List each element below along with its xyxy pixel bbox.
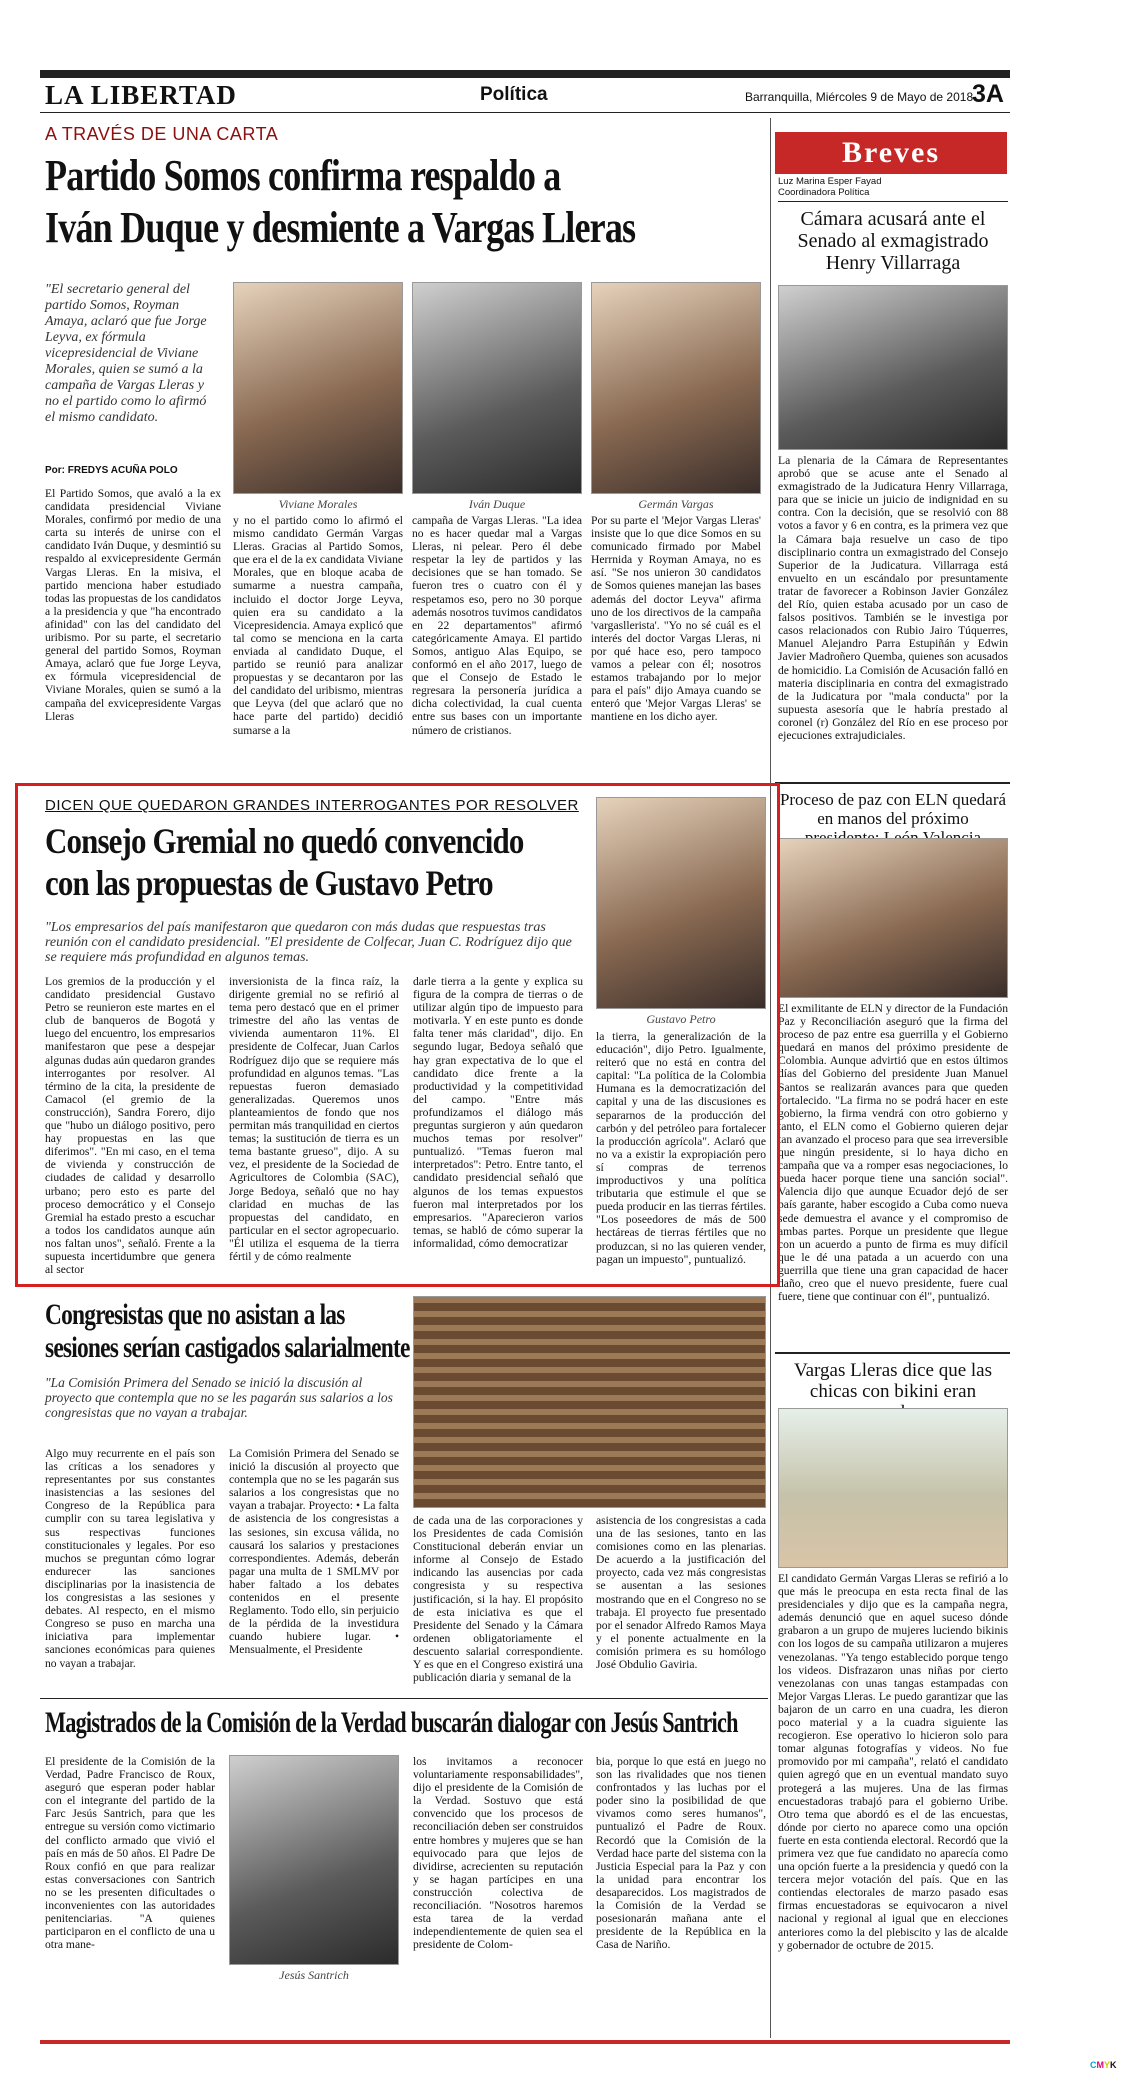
story4-headline: Magistrados de la Comisión de la Verdad buscarán dialogar con Jesús Santrich: [45, 1706, 738, 1739]
section-name: Política: [480, 84, 548, 105]
breve1-text: La plenaria de la Cámara de Representantes aprobó que se acuse ante el Senado al exmagistrado de la Judicatura Henry Villarraga, para que se inicie un juicio de indignidad en su contra. Con la decisión, que se resolvió con 88 votos a favor y 6 en contra, es la primera vez que la Cámara baja resuelve un caso de tipo disciplinario contra un exmagistrado del Consejo Superior de la Judicatura. Villarraga está envuelto en un escándalo por presuntamente tratar de favorecer a Robinson Javier González del Río, quien estaba acusado por un caso de falsos positivos. También se le investiga por casos relacionados con Rubio Jairo Túquerres, Manuel Alejandro Parra Estupiñán y Edwin Javier Madroñero Quemba, quienes son acusados de homicidio. La Comisión de Acusación falló en materia disciplinaria en contra del exmagistrado de la Judicatura por "mala conducta" por la supuesta asesoría que le habría prestado al coronel (r) González del Río en ese proceso por ejecuciones extrajudiciales.: [778, 454, 1008, 742]
breves-header: Breves: [775, 132, 1007, 174]
story3-headline-line1: Congresistas que no asistan a las: [45, 1298, 345, 1331]
story4-column-1: El presidente de la Comisión de la Verdad, Padre Francisco de Roux, aseguró que esperan poder hablar con el integrante del partido de la Farc Jesús Santrich, para que les entregue su versión como victimario del conflicto armado que vivió el país en más de 50 años. El Padre De Roux confió en que para realizar estas conversaciones con Santrich no se les presenten dificultades o inconvenientes con las autoridades penitenciarias. "A quienes participaron en el conflicto de una u otra mane-: [45, 1755, 215, 1952]
cmyk-k: K: [1110, 2060, 1117, 2070]
story2-kicker: DICEN QUE QUEDARON GRANDES INTERROGANTES POR RESOLVER: [45, 797, 579, 814]
story1-column-3: campaña de Vargas Lleras. "La idea no es hacer quedar mal a Vargas Lleras, ni pelear. Pero él debe respetar la ley de partidos y las decisiones que se han tomado. Se fueron tres o cuatro con él y respetamos eso, pero no 30 porque además nosotros tuvimos candidatos en 22 departamentos" afirmó categóricamente Amaya. El partido Somos, antiguo Alas Equipo, se conformó en el año 2017, luego de que el Consejo de Estado le regresara la personería jurídica a dicha colectividad, la cual cuenta entre sus bases con un importante número de cristianos.: [412, 514, 582, 737]
story1-headline: [45, 150, 635, 254]
breves-credit: [778, 176, 882, 198]
henry-villarraga-photo: [778, 285, 1008, 450]
newspaper-name: LA LIBERTAD: [45, 80, 237, 110]
story2-headline-line1: Consejo Gremial no quedó convencido: [45, 821, 524, 861]
story3-headline: [45, 1298, 410, 1364]
caption-jesus-santrich: Jesús Santrich: [279, 1968, 349, 1982]
story1-headline-line2: Iván Duque y desmiente a Vargas Lleras: [45, 203, 636, 252]
breves-author: Luz Marina Esper Fayad: [778, 176, 882, 187]
page-number: 3A: [972, 80, 1004, 108]
story1-kicker: A TRAVÉS DE UNA CARTA: [45, 124, 279, 144]
masthead-rule: [40, 70, 1010, 78]
breve2-text: El exmilitante de ELN y director de la Fundación Paz y Reconciliación aseguró que la firma del proceso de paz entre esa guerrilla y el Gobierno quedará en manos del próximo presidente de Colombia. Aunque advirtió que en estos últimos días del Gobierno del presidente Juan Manuel Santos se realizarán avances para que queden fortalecido. "La firma no se podrá hacer en este gobierno, la firma vendrá con otro gobierno y tanto, el ELN como el Gobierno quieren dejar tan avanzado el proceso para que sea irreversible que ningún presidente, si lo haya dicho en campaña que va a romper esas negociaciones, lo pueda hacer porque tiene una sanción social". Valencia dijo que aunque Ecuador dejó de ser país garante, haber escogido a Cuba como nueva sede demuestra el avance y el compromiso de ambas partes. Porque un presidente que llegue con un acuerdo a punto de firma es muy difícil que le dé una patada a un acuerdo con una guerrilla que tiene una gran capacidad de hacer daño, creo que el nuevo presidente, fuere cual fuere, tiene que continuar con él", puntualizó.: [778, 1002, 1008, 1304]
senate-session-photo: [413, 1296, 766, 1508]
story2-headline-line2: con las propuestas de Gustavo Petro: [45, 863, 493, 903]
jesus-santrich-photo: [229, 1755, 399, 1965]
story3-column-2: La Comisión Primera del Senado se inició la discusión al proyecto que contempla que no se les pagarán sus salarios a los congresistas que no vayan a trabajar. Proyecto: • La falta de asistencia de los congresistas a las sesiones, sin excusa válida, no causará los salarios y prestaciones correspondientes. Además, deberán pagar una multa de 1 SMLMV por haber faltado a los debates contenidos en el presente Reglamento. Todo ello, sin perjuicio de la pérdida de la investidura cuando hubiere lugar. • Mensualmente, el Presidente: [229, 1447, 399, 1657]
breves-rule: [778, 201, 1008, 202]
breve1-title: Cámara acusará ante el Senado al exmagistrado Henry Villarraga: [797, 208, 989, 274]
story1-headline-line1: Partido Somos confirma respaldo a: [45, 151, 561, 200]
dateline: Barranquilla, Miércoles 9 de Mayo de 2018: [745, 90, 974, 104]
story2-column-1: Los gremios de la producción y el candidato presidencial Gustavo Petro se reunieron este martes en el club de banqueros de Bogotá y luego del encuentro, los empresarios manifestaron que pese a despejar algunas dudas aún quedaron grandes interrogantes por resolver. Al término de la cita, la presidente de Camacol (el gremio de la construcción), Sandra Forero, dijo que "hubo un diálogo positivo, pero hay propuestas en las que diferimos". "En mi caso, en el tema de vivienda y construcción de ciudades de calidad y desarrollo urbano; pero esto es parte del proceso democrático y el Consejo Gremial ha estado presto a escuchar a todos los candidatos aunque aún nos faltan unos", señaló. Frente a la supuesta incertidumbre que genera al sector: [45, 975, 215, 1277]
breve3-text: El candidato Germán Vargas Lleras se refirió a lo que más le preocupa en esta recta final de las presidenciales y dijo que es la campaña negra, además denunció que en aquel suceso dónde grabaron a un grupo de mujeres luciendo bikinis con los logos de su campaña utilizaron a mujeres venezolanas. "Ya tengo establecido porque tengo los videos. Disfrazaron unas niñas por cierto venezolanas con unas tangas estampadas con Mejor Vargas Lleras. Le puedo garantizar que las bajaron de un carro en una cuadra, les dieron poco material y a la cuadra siguiente las recogieron. Ese operativo lo hicieron solo para tomar algunas fotografías y videos. No fue promovido por mi campaña", relató el candidato quien agregó que en un eventual mandato suyo protegerá a las mujeres. Una de las firmas encuestadoras trabajó para el gobierno Uribe. Otro tema que abordó es el de las encuestas, dónde por cierto no aparece como una opción fuerte en esta contienda electoral. Recordó que la primera vez que fue candidato no aparecía como una opción fuerte a la presidencia y quedó con la tercera mejor votación del país. Que en las contiendas electorales de marzo pasado esas firmas encuestadoras se equivocaron a nivel nacional y regional al igual que en elecciones anteriores como la del plebiscito y las de alcalde y gobernador de octubre de 2015.: [778, 1572, 1008, 1952]
story2-column-2: inversionista de la finca raíz, la dirigente gremial no se refirió al tema pero destacó que en el primer trimestre del año las ventas de vivienda aumentaron 11%. El presidente de Colfecar, Juan Carlos Rodríguez dijo que se requiere más profundidad en algunos temas. "Las repuestas fueron demasiado generalizadas. Queremos unos planteamientos de fondo que nos permitan más tranquilidad en ciertos temas; la sustitución de tierra es un tema bastante grueso", dijo. A su vez, el presidente de la Sociedad de Agricultores de Colombia (SAC), Jorge Bedoya, señaló que no hay claridad en muchas de las propuestas del candidato, en particular en el sector agropecuario. "Él utiliza el esquema de la tierra fértil y de cómo realmente: [229, 975, 399, 1263]
caption-gustavo-petro: Gustavo Petro: [646, 1012, 716, 1026]
story1-column-4: Por su parte el 'Mejor Vargas Lleras' insiste que lo que dice Somos en su comunicado firmado por Mabel Herrnida y Royman Amaya, no es así. "Se nos unieron 30 candidatos de Somos quienes manejan las bases además del doctor Leyva" afirma uno de los directivos de la campaña 'vargaslleristа'. "Yo no sé cuál es el interés del doctor Vargas Lleras, ni por qué hace eso, pero tampoco vamos a pelear con él; nosotros estamos trabajando por lo mejor para el país" dijo Amaya cuando se enteró que 'Mejor Vargas Lleras' se mantiene en los dicho ayer.: [591, 514, 761, 724]
story3-lead: "La Comisión Primera del Senado se inició la discusión al proyecto que contempla que no se les pagarán sus salarios a los congresistas que no vayan a trabajar.: [45, 1375, 393, 1420]
masthead-bottom-rule: [40, 112, 1010, 113]
breves-role: Coordinadora Política: [778, 187, 870, 198]
story3-column-1: Algo muy recurrente en el país son las críticas a los senadores y representantes por sus constantes inasistencias a las sesiones del Congreso de la República para cumplir con su tarea legislativa y sus respectivas funciones constitucionales y legales. Por eso muchos se preguntan cómo lograr endurecer las sanciones disciplinarias por la inasistencia de los congresistas a las sesiones y debates. Al respecto, en el mismo Congreso se puso en marcha una iniciativa para implementar sanciones económicas para quienes no vayan a trabajar.: [45, 1447, 215, 1670]
story3-column-3: de cada una de las corporaciones y los Presidentes de cada Comisión Constitucional deberán enviar un informe al Consejo de Estado indicando las ausencias por cada congresista y su respectiva justificación, si la hay. El propósito de esta iniciativa es que el Presidente del Senado y la Cámara ordenen obligatoriamente el descuento salarial correspondiente. Y es que en el Congreso existirá una publicación diaria y semanal de la: [413, 1514, 583, 1685]
caption-ivan-duque: Iván Duque: [468, 497, 526, 511]
story1-lead: "El secretario general del partido Somos, Royman Amaya, aclaró que fue Jorge Leyva, ex fórmula vicepresidencial de Viviane Morales, quien se sumó a la campaña de Vargas Lleras y no el partido como lo afirmó el mismo candidato.: [45, 282, 207, 425]
story4-rule: [40, 1698, 768, 1699]
breve2-rule: [775, 782, 1010, 784]
story1-byline: Por: FREDYS ACUÑA POLO: [45, 465, 178, 476]
viviane-morales-photo: [233, 282, 403, 494]
breve2-title: Proceso de paz con ELN quedará en manos del próximo: [779, 790, 1007, 828]
leon-valencia-photo: [778, 838, 1008, 998]
story1-column-2: y no el partido como lo afirmó el mismo candidato Germán Vargas Lleras. Gracias al Partido Somos, que era el de la ex candidata Viviane Morales, que en bloque acaba de sumarme a nuestra campaña, incluido el doctor Jorge Leyva, quien era su candidato a la Vicepresidencia. Amaya explicó que tal como se menciona en la carta enviada al candidato Duque, el partido se reunió para analizar propuestas y se decantaron por las del candidato del uribismo, mientras que Leyva (del que aclaró que no hace parte del partido) decidió sumarse a la: [233, 514, 403, 737]
cmyk-m: M: [1096, 2060, 1104, 2070]
story2-headline: [45, 820, 523, 904]
breve3-rule: [775, 1352, 1010, 1354]
story4-column-3: bia, porque lo que está en juego no son las rivalidades que nos tienen confrontados y las luchas por el poder sino la posibilidad de que vivamos como seres humanos", puntualizó el Padre de Roux. Recordó que la Comisión de la Verdad hace parte del sistema con la Justicia Especial para la Paz y con la unidad para encontrar los desaparecidos. Los magistrados de la Comisión de la Verdad se posesionarán mañana ante el presidente de la República en la Casa de Nariño.: [596, 1755, 766, 1952]
ivan-duque-photo: [412, 282, 582, 494]
cmyk-y: Y: [1104, 2060, 1111, 2070]
story3-column-4: asistencia de los congresistas a cada una de las sesiones, tanto en las comisiones como en las plenarias. De acuerdo a la justificación del proyecto, cada vez más congresistas se ausentan a las sesiones mostrando que en el Congreso no se trabaja. El proyecto fue presentado por el senador Alfredo Ramos Maya y el ponente actualmente en la comisión primera es su homólogo José Obdulio Gaviria.: [596, 1514, 766, 1672]
story2-column-4: la tierra, la generalización de la educación", dijo Petro. Igualmente, reiteró que no está en contra del capital: "La política de la Colombia Humana es la democratización del capital y una de las discusiones es separarnos de la producción del carbón y del petróleo para fortalecer la producción agrícola". Aclaró que no va a existir la expropiación pero sí compras de terrenos improductivos y una política tributaria que estimule el que se pueda producir en las tierras fértiles. "Los poseedores de más de 500 hectáreas de tierras fértiles que no produzcan, si no las quieren vender, pagan un impuesto", puntualizó.: [596, 1030, 766, 1266]
caption-viviane-morales: Viviane Morales: [278, 497, 358, 511]
cmyk-c: C: [1090, 2060, 1097, 2070]
caption-german-vargas: Germán Vargas: [638, 497, 714, 511]
story1-column-1: El Partido Somos, que avaló a la ex candidata presidencial Viviane Morales, confirmó por medio de una carta su interés de unirse con el candidato Iván Duque, y desmintió su respaldo al exvicepresidente Germán Vargas Lleras. En la misiva, el partido menciona haber estudiado todas las propuestas de los candidatos a la presidencia y que "ha encontrado afinidad" con las del candidato del uribismo. Por su parte, el secretario general del partido Somos, Royman Amaya, aclaró que fue Jorge Leyva, ex fórmula vicepresidencial de Viviane Morales, quien se sumó a la campaña del exvicepresidente Vargas Lleras: [45, 487, 221, 723]
page-bottom-rule: [40, 2040, 1010, 2044]
story3-headline-line2: sesiones serían castigados salarialmente: [45, 1331, 410, 1364]
bikini-campaign-photo: [778, 1408, 1008, 1568]
gustavo-petro-photo: [596, 797, 766, 1009]
story4-column-2: los invitamos a reconocer voluntariamente responsabilidades", dijo el presidente de la Comisión de la Verdad. Sostuvo que está convencido que los procesos de reconciliación deben ser construidos entre hombres y mujeres que se han equivocado para que lejos de dividirse, acrecienten su reputación y se hagan partícipes en una construcción colectiva de reconciliación. "Nosotros haremos esta tarea de la verdad independientemente de quien sea el presidente de Colom-: [413, 1755, 583, 1952]
breve3-title: Vargas Lleras dice que las chicas con bikini eran: [793, 1360, 992, 1402]
story2-lead: "Los empresarios del país manifestaron que quedaron con más dudas que respuestas tras reunión con el candidato presidencial. "El presidente de Colfecar, Juan C. Rodríguez dijo que se requiere más profundidad en algunos temas.: [45, 920, 572, 965]
story2-column-3: darle tierra a la gente y explica su figura de la compra de tierras o de utilizar algún tipo de impuesto para motivarla. Y en este punto es donde falta tener más claridad", dijo. En segundo lugar, Bedoya señaló que hay gran expectativa de lo que el candidato dice frente a la productividad y la competitividad del campo. "Entre más profundizamos el diálogo más preguntas surgieron y aún quedaron muchos temas por resolver" puntualizó. "Temas fueron mal interpretados": Petro. Entre tanto, el candidato presidencial señaló que algunos de los temas expuestos fueron mal interpretados por los empresarios. "Aparecieron varios temas, se habló de cómo superar la informalidad, cómo democratizar: [413, 975, 583, 1250]
german-vargas-photo: [591, 282, 761, 494]
cmyk-marks: [1090, 2060, 1117, 2070]
